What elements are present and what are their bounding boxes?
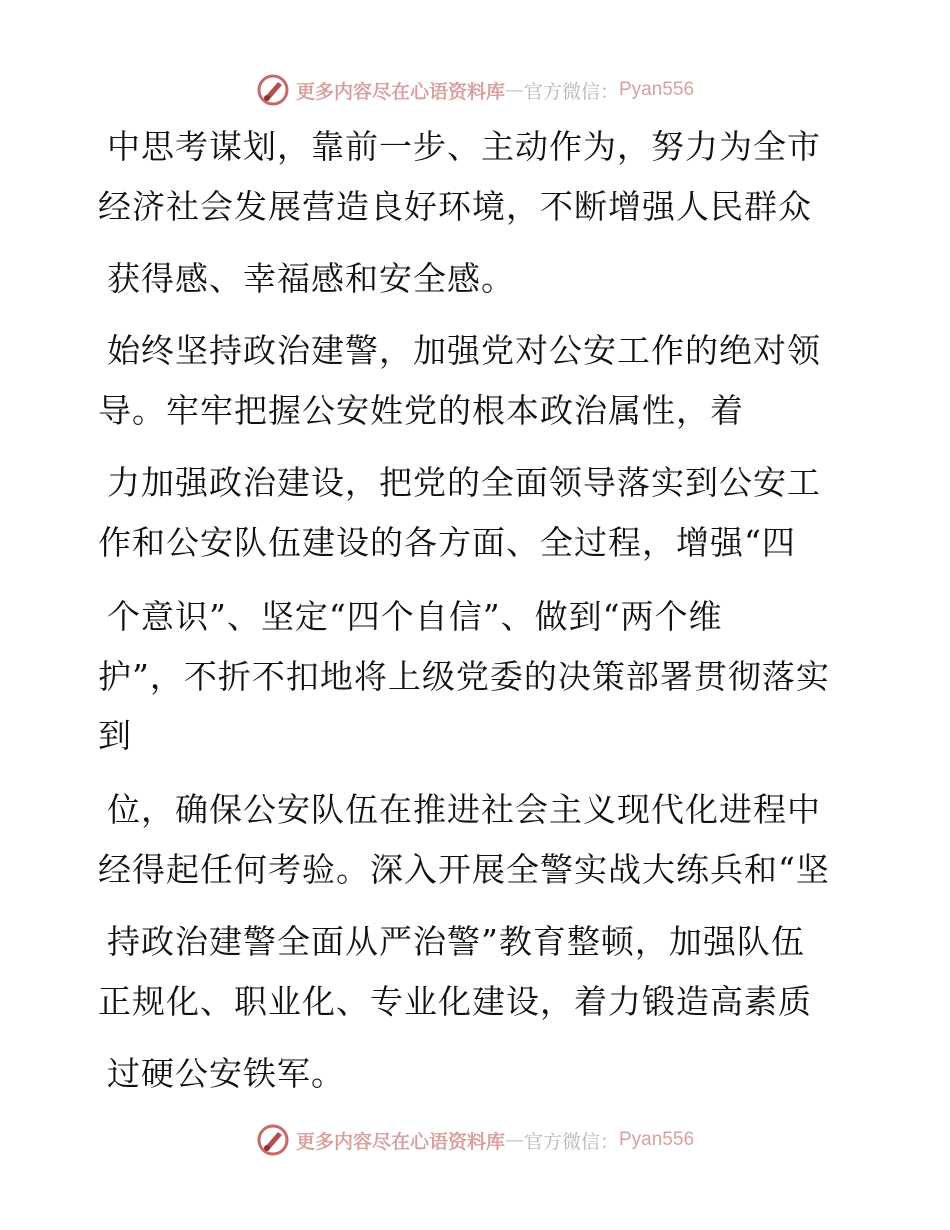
watermark-wechat-id: Pyan556 — [619, 79, 695, 100]
watermark-wechat-label: 官方微信： — [523, 1130, 619, 1153]
header-watermark — [0, 70, 950, 110]
watermark-text: 更多内容尽在心语资料库 — [295, 80, 505, 103]
body-line: 到 — [98, 716, 132, 755]
logo-icon — [256, 1123, 290, 1157]
watermark-separator: — — [504, 1129, 524, 1151]
watermark-wechat-id: Pyan556 — [619, 1129, 695, 1150]
body-line: 正规化、职业化、专业化建设，着力锻造高素质 — [98, 982, 812, 1021]
body-line: 个意识”、坚定“四个自信”、做到“两个维 — [107, 597, 723, 636]
body-line: 经济社会发展营造良好环境，不断增强人民群众 — [98, 187, 812, 226]
body-line: 作和公安队伍建设的各方面、全过程，增强“四 — [98, 523, 796, 562]
watermark-text: 更多内容尽在心语资料库 — [295, 1130, 505, 1153]
body-line: 始终坚持政治建警，加强党对公安工作的绝对领 — [107, 331, 821, 370]
body-line: 持政治建警全面从严治警”教育整顿，加强队伍 — [107, 922, 805, 961]
body-line: 经得起任何考验。深入开展全警实战大练兵和“坚 — [98, 850, 830, 889]
body-line: 获得感、幸福感和安全感。 — [107, 259, 515, 298]
watermark-separator: — — [504, 79, 524, 101]
footer-watermark — [0, 1120, 950, 1160]
body-line: 护”，不折不扣地将上级党委的决策部署贯彻落实 — [98, 657, 830, 696]
body-line: 导。牢牢把握公安姓党的根本政治属性，着 — [98, 391, 744, 430]
body-line: 中思考谋划，靠前一步、主动作为，努力为全市 — [107, 127, 821, 166]
body-line: 位，确保公安队伍在推进社会主义现代化进程中 — [107, 790, 821, 829]
body-line: 力加强政治建设，把党的全面领导落实到公安工 — [107, 463, 821, 502]
logo-icon — [256, 73, 290, 107]
body-line: 过硬公安铁军。 — [107, 1054, 345, 1093]
watermark-wechat-label: 官方微信： — [523, 80, 619, 103]
